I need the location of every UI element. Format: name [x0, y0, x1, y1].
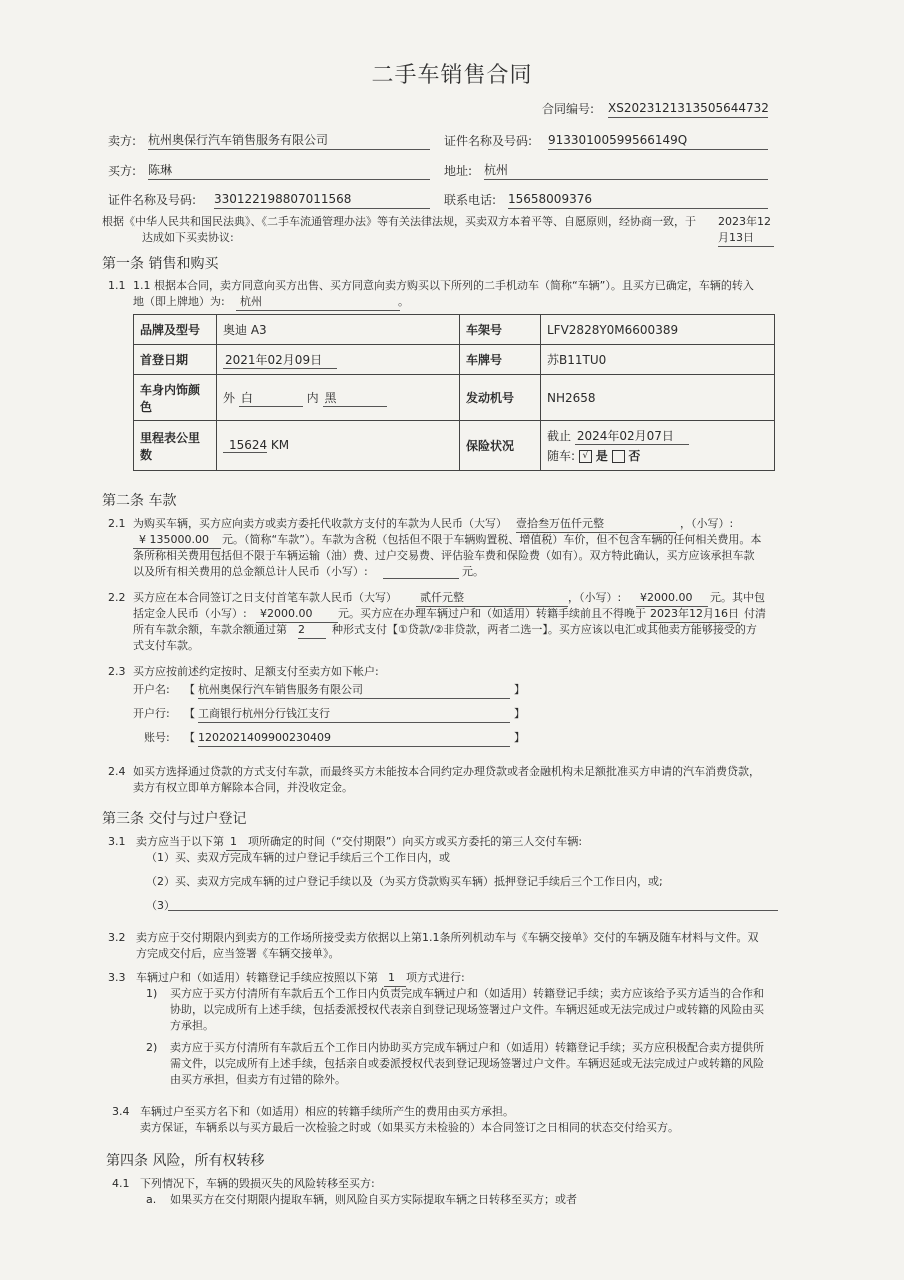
clause-2-4-line-1: 如买方选择通过贷款的方式支付车款，而最终买方未能按本合同约定办理贷款或者金融机构未足额批准买方申请的汽车消费贷款，	[133, 765, 760, 778]
clause-2-2-line-3: 所有车款余额，车款余额通过第	[133, 623, 287, 636]
section-4-heading: 第四条 风险，所有权转移	[106, 1153, 265, 1169]
vin-label: 车架号	[460, 315, 541, 345]
seller-id: 91330100599566149Q	[548, 131, 768, 150]
clause-3-4-number: 3.4	[112, 1105, 130, 1118]
color-label: 车身内饰颜色	[134, 375, 217, 421]
clause-1-1-number: 1.1	[108, 279, 126, 292]
first-payment-words: 贰仟元整	[416, 590, 568, 607]
seller-label: 卖方:	[108, 134, 137, 148]
seller-id-label: 证件名称及号码:	[444, 134, 533, 148]
buyer-id: 330122198807011568	[214, 190, 430, 209]
clause-2-4-line-2: 卖方有权立即单方解除本合同，并没收定金。	[133, 781, 353, 794]
deposit-amount: ¥2000.00	[256, 606, 338, 623]
mileage-label: 里程表公里数	[134, 421, 217, 471]
exterior-color: 白	[239, 389, 303, 407]
delivery-option-1: （1）买、卖双方完成车辆的过户登记手续后三个工作日内，或	[146, 851, 450, 864]
clause-4-1-line-1: 下列情况下，车辆的毁损灭失的风险转移至买方:	[140, 1177, 375, 1190]
clause-3-2-line-2: 方完成交付后，应当签署《车辆交接单》。	[136, 947, 340, 960]
clause-3-3-line-1: 车辆过户和（如适用）转籍登记手续应按照以下第	[136, 971, 378, 984]
intro-date: 2023年12月13日	[718, 214, 774, 247]
account-bank-bracket-left: 【	[184, 707, 195, 720]
clause-4-1-a-number: a.	[146, 1193, 157, 1206]
clause-2-2-line-1c: 元。其中包	[710, 591, 765, 604]
clause-2-2-line-2: 括定金人民币（小写）:	[133, 607, 247, 620]
price-in-words: 壹拾叁万伍仟元整	[516, 516, 676, 533]
plate-label: 车牌号	[460, 345, 541, 375]
clause-2-1-number: 2.1	[108, 517, 126, 530]
clause-2-2-line-3b: 种形式支付【①贷款/②非贷款，两者二选一】。买方应该以电汇或其他卖方能够接受的方	[332, 623, 757, 636]
clause-2-1-line-4: 以及所有相关费用的总金额总计人民币（小写）:	[133, 565, 368, 578]
clause-2-2-number: 2.2	[108, 591, 126, 604]
section-1-heading: 第一条 销售和购买	[102, 256, 219, 272]
seller-name: 杭州奥保行汽车销售服务有限公司	[148, 131, 430, 150]
account-bank-bracket-right: 】	[514, 707, 525, 720]
color-cell	[217, 375, 460, 421]
clause-2-2-line-2c: 付清	[744, 607, 766, 620]
account-number-bracket-left: 【	[184, 731, 195, 744]
mileage-unit: KM	[270, 438, 290, 452]
brand-value: 奥迪 A3	[217, 315, 460, 345]
clause-3-3-number: 3.3	[108, 971, 126, 984]
insurance-no-label: 否	[628, 449, 641, 463]
account-number: 1202021409900230409	[198, 730, 510, 747]
vin-value: LFV2828Y0M6600389	[541, 315, 775, 345]
document-title: 二手车销售合同	[371, 63, 533, 88]
account-number-label: 账号:	[144, 731, 170, 744]
insurance-label: 保险状况	[460, 421, 541, 471]
account-name-bracket-right: 】	[514, 683, 525, 696]
clause-2-4-number: 2.4	[108, 765, 126, 778]
first-reg-cell	[217, 345, 460, 375]
engine-value: NH2658	[541, 375, 775, 421]
clause-3-3-1-line-3: 方承担。	[170, 1019, 214, 1032]
clause-3-2-line-1: 卖方应于交付期限内到卖方的工作场所接受卖方依据以上第1.1条所列机动车与《车辆交接单》交付的车辆及随车材料与文件。双	[136, 931, 759, 944]
contract-no-value: XS2023121313505644732	[608, 99, 768, 118]
total-amount-blank	[383, 578, 459, 579]
interior-prefix: 内	[306, 390, 319, 405]
clause-3-3-2-number: 2)	[146, 1041, 158, 1054]
section-2-heading: 第二条 车款	[102, 493, 177, 509]
delivery-option-3: （3）	[146, 899, 175, 912]
clause-2-1-line-1: 为购买车辆，买方应向卖方或卖方委托代收款方支付的车款为人民币（大写）	[133, 517, 507, 530]
account-name: 杭州奥保行汽车销售服务有限公司	[198, 682, 510, 699]
clause-3-1-number: 3.1	[108, 835, 126, 848]
account-bank-label: 开户行:	[133, 707, 170, 720]
payment-option: 2	[298, 622, 326, 639]
clause-2-2-line-2b: 元。买方应在办理车辆过户和（如适用）转籍手续前且不得晚于	[338, 607, 646, 620]
clause-4-1-a: 如果买方在交付期限内提取车辆，则风险自买方实际提取车辆之日转移至买方；或者	[170, 1193, 577, 1206]
clause-3-2-number: 3.2	[108, 931, 126, 944]
buyer-name: 陈琳	[148, 161, 430, 180]
first-payment-figures: ¥2000.00	[636, 590, 708, 607]
insurance-yes-label: 是	[595, 449, 608, 463]
clause-3-1-line-1: 卖方应当于以下第	[136, 835, 224, 848]
clause-3-3-2-line-2: 需文件，以完成所有上述手续，包括亲自或委派授权代表到登记现场签署过户文件。车辆迟延或无法完成过户或转籍的风险	[170, 1057, 764, 1070]
brand-label: 品牌及型号	[134, 315, 217, 345]
clause-2-2-line-4: 式支付车款。	[133, 639, 199, 652]
payment-deadline: 2023年12月16日	[650, 606, 740, 623]
insurance-date: 2024年02月07日	[575, 427, 689, 445]
insurance-follow-label: 随车:	[547, 449, 576, 463]
delivery-option-2: （2）买、卖双方完成车辆的过户登记手续以及（为买方贷款购买车辆）抵押登记手续后三个工作日内，或;	[146, 875, 663, 888]
account-name-bracket-left: 【	[184, 683, 195, 696]
clause-3-3-1-number: 1)	[146, 987, 158, 1000]
clause-3-3-2-line-1: 卖方应于买方付清所有车款后五个工作日内协助买方完成车辆过户和（如适用）转籍登记手续；买方应积极配合卖方提供所	[170, 1041, 764, 1054]
clause-3-4-line-1: 车辆过户至买方名下和（如适用）相应的转籍手续所产生的费用由买方承担。	[140, 1105, 514, 1118]
registration-city: 杭州	[236, 294, 400, 311]
insurance-cell	[541, 421, 775, 471]
contract-no-label: 合同编号:	[542, 102, 595, 116]
delivery-option: 1	[226, 834, 248, 851]
clause-2-1-line-2: 元。（简称“车款”）。车款为含税（包括但不限于车辆购置税、增值税）车价，但不包含车辆的任何相关费用。本	[222, 533, 762, 546]
plate-value: 苏B11TU0	[541, 345, 775, 375]
clause-3-3-1-line-1: 买方应于买方付清所有车款后五个工作日内负责完成车辆过户和（如适用）转籍登记手续；卖方应该给予买方适当的合作和	[170, 987, 764, 1000]
account-name-label: 开户名:	[133, 683, 170, 696]
engine-label: 发动机号	[460, 375, 541, 421]
insurance-prefix: 截止	[547, 429, 572, 443]
intro-text: 根据《中华人民共和国民法典》、《二手车流通管理办法》等有关法律法规，买卖双方本着平等、自愿原则，经协商一致，于	[102, 215, 696, 228]
buyer-id-label: 证件名称及号码:	[108, 193, 197, 207]
clause-2-2-line-1b: ，（小写）:	[568, 591, 622, 604]
clause-1-1-end: 。	[398, 295, 409, 308]
price-in-figures: ¥ 135000.00	[133, 532, 221, 549]
clause-2-3-number: 2.3	[108, 665, 126, 678]
account-bank: 工商银行杭州分行钱江支行	[198, 706, 510, 723]
clause-1-1-text: 1.1 根据本合同，卖方同意向买方出售、买方同意向卖方购买以下所列的二手机动车（简称“车辆”）。且买方已确定，车辆的转入	[133, 279, 754, 292]
insurance-no-checkbox[interactable]	[612, 450, 625, 463]
exterior-prefix: 外	[223, 390, 236, 405]
clause-4-1-number: 4.1	[112, 1177, 130, 1190]
intro-text-2: 达成如下买卖协议:	[142, 231, 234, 244]
phone-value: 15658009376	[508, 190, 768, 209]
first-reg-value: 2021年02月09日	[223, 351, 337, 369]
clause-3-1-line-1b: 项所确定的时间（“交付期限”）向买方或买方委托的第三人交付车辆:	[248, 835, 583, 848]
clause-3-4-line-2: 卖方保证，车辆系以与买方最后一次检验之时或（如果买方未检验的）本合同签订之日相同的状态交付给买方。	[140, 1121, 679, 1134]
clause-3-3-line-1b: 项方式进行:	[406, 971, 465, 984]
clause-2-3-line-1: 买方应按前述约定按时、足额支付至卖方如下帐户:	[133, 665, 379, 678]
clause-2-1-line-1b: ，（小写）:	[680, 517, 734, 530]
section-3-heading: 第三条 交付与过户登记	[102, 811, 247, 827]
clause-3-3-1-line-2: 协助，以完成所有上述手续，包括委派授权代表亲自到登记现场签署过户文件。车辆迟延或无法完成过户或转籍的风险由买	[170, 1003, 764, 1016]
mileage-cell	[217, 421, 460, 471]
phone-label: 联系电话:	[444, 193, 497, 207]
clause-2-1-line-3: 条所称相关费用包括但不限于车辆运输（油）费、过户交易费、评估验车费和保险费（如有）。双方特此确认，买方应该承担车款	[133, 549, 755, 562]
address-label: 地址:	[444, 164, 473, 178]
vehicle-info-table	[133, 314, 775, 471]
delivery-option-3-blank	[168, 910, 778, 911]
account-number-bracket-right: 】	[514, 731, 525, 744]
mileage-value: 15624	[223, 438, 267, 453]
interior-color: 黑	[323, 389, 387, 407]
clause-1-1-text-2: 地（即上牌地）为:	[133, 295, 225, 308]
clause-2-1-line-4b: 元。	[462, 565, 484, 578]
clause-3-3-2-line-3: 由买方承担，但卖方有过错的除外。	[170, 1073, 346, 1086]
buyer-label: 买方:	[108, 164, 137, 178]
insurance-yes-checkbox[interactable]: √	[579, 450, 592, 463]
first-reg-label: 首登日期	[134, 345, 217, 375]
address-value: 杭州	[484, 161, 768, 180]
transfer-option: 1	[384, 970, 406, 987]
clause-2-2-line-1: 买方应在本合同签订之日支付首笔车款人民币（大写）	[133, 591, 397, 604]
